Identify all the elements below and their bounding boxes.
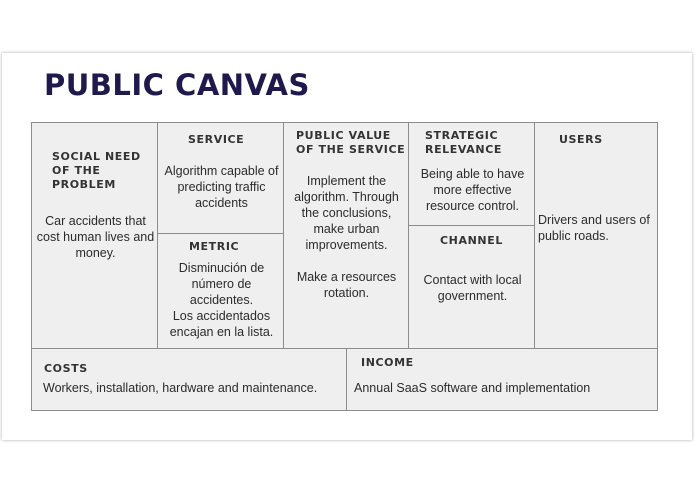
costs-cell	[31, 348, 347, 411]
public-value-heading: PUBLIC VALUE OF THE SERVICE	[296, 129, 406, 156]
income-cell	[346, 348, 658, 411]
users-heading: USERS	[559, 133, 603, 146]
metric-cell	[157, 233, 284, 349]
income-heading: INCOME	[361, 356, 414, 369]
income-text: Annual SaaS software and implementation	[354, 381, 591, 395]
service-text: Algorithm capable of predicting traffic accidents	[164, 164, 279, 210]
public-value-cell	[283, 122, 409, 349]
social-need-cell	[31, 122, 158, 349]
page-title: PUBLIC CANVAS	[44, 68, 310, 102]
channel-text: Contact with local government.	[423, 273, 522, 303]
social-need-heading: SOCIAL NEED OF THE PROBLEM	[52, 150, 141, 191]
social-need-text: Car accidents that cost human lives and money.	[36, 214, 155, 260]
service-cell	[157, 122, 284, 234]
channel-heading: CHANNEL	[440, 234, 503, 247]
strategic-relevance-text: Being able to have more effective resource control.	[420, 167, 525, 213]
users-cell	[534, 122, 658, 349]
public-value-text: Implement the algorithm. Through the conclusions, make urban improvements. Make a resources rotation.	[294, 174, 399, 300]
metric-text: Disminución de número de accidentes. Los accidentados encajan en la lista.	[169, 261, 274, 339]
costs-heading: COSTS	[44, 362, 88, 375]
strategic-relevance-cell	[408, 122, 535, 226]
canvas-grid	[31, 122, 657, 410]
service-heading: SERVICE	[188, 133, 245, 146]
costs-text: Workers, installation, hardware and maintenance.	[43, 381, 318, 395]
users-text: Drivers and users of public roads.	[538, 213, 650, 243]
strategic-relevance-heading: STRATEGIC RELEVANCE	[425, 129, 502, 156]
channel-cell	[408, 225, 535, 349]
metric-heading: METRIC	[189, 240, 240, 253]
